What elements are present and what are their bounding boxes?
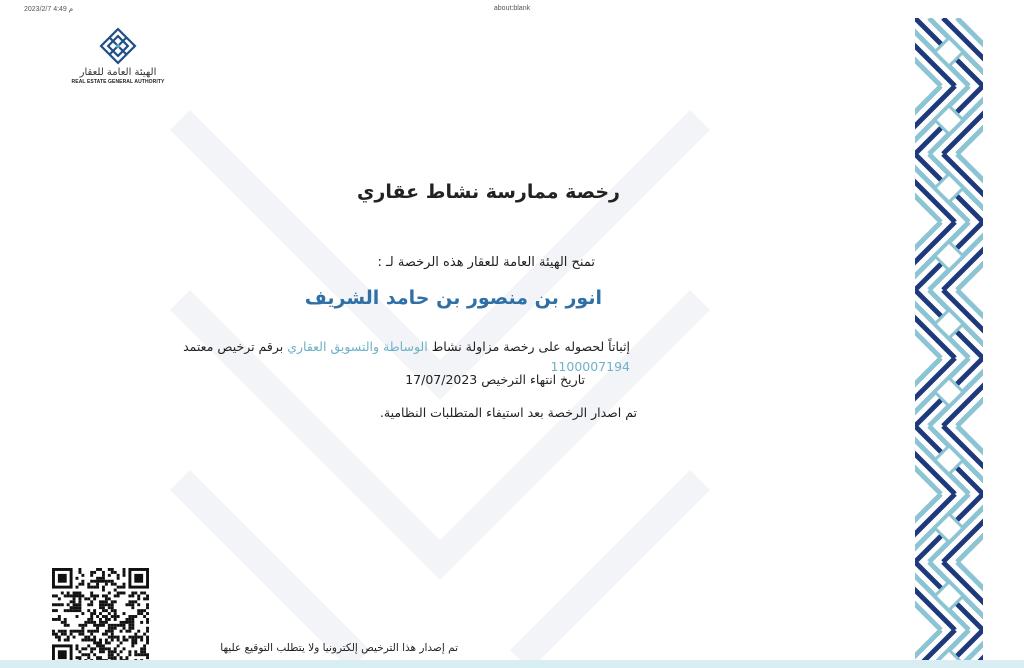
license-proof-line [140, 337, 630, 377]
proof-middle: برقم ترخيص معتمد [183, 339, 284, 354]
logo-arabic-name: الهيئة العامة للعقار [79, 67, 157, 78]
expiry-line [250, 372, 585, 387]
activity-name: الوساطة والتسويق العقاري [287, 339, 428, 354]
print-url: about:blank [493, 5, 531, 12]
expiry-date: 17/07/2023 [405, 372, 478, 387]
license-holder-name: انور بن منصور بن حامد الشريف [304, 287, 602, 309]
electronic-issuance-note: تم إصدار هذا الترخيص إلكترونيا ولا يتطلب التوقيع عليها [220, 642, 458, 654]
grant-statement: تمنح الهيئة العامة للعقار هذه الرخصة لـ : [377, 255, 595, 270]
certificate-title: رخصة ممارسة نشاط عقاري [357, 181, 620, 203]
diamond-lattice-logo-icon [98, 26, 138, 66]
print-date: 2023/2/7 4:49 م [24, 6, 74, 13]
expiry-label: تاريخ انتهاء الترخيص [481, 372, 585, 387]
qr-code-icon[interactable] [52, 568, 149, 660]
print-header [0, 5, 1024, 17]
proof-prefix: إثباتاً لحصوله على رخصة مزاولة نشاط [431, 339, 630, 354]
geometric-border-pattern [915, 18, 983, 660]
authority-logo [66, 26, 170, 96]
logo-english-name: REAL ESTATE GENERAL AUTHORITY [71, 79, 165, 85]
bottom-edge [0, 660, 1024, 668]
issuance-statement: تم اصدار الرخصة بعد استيفاء المتطلبات النظامية. [379, 405, 637, 420]
license-number: 1100007194 [550, 359, 630, 374]
